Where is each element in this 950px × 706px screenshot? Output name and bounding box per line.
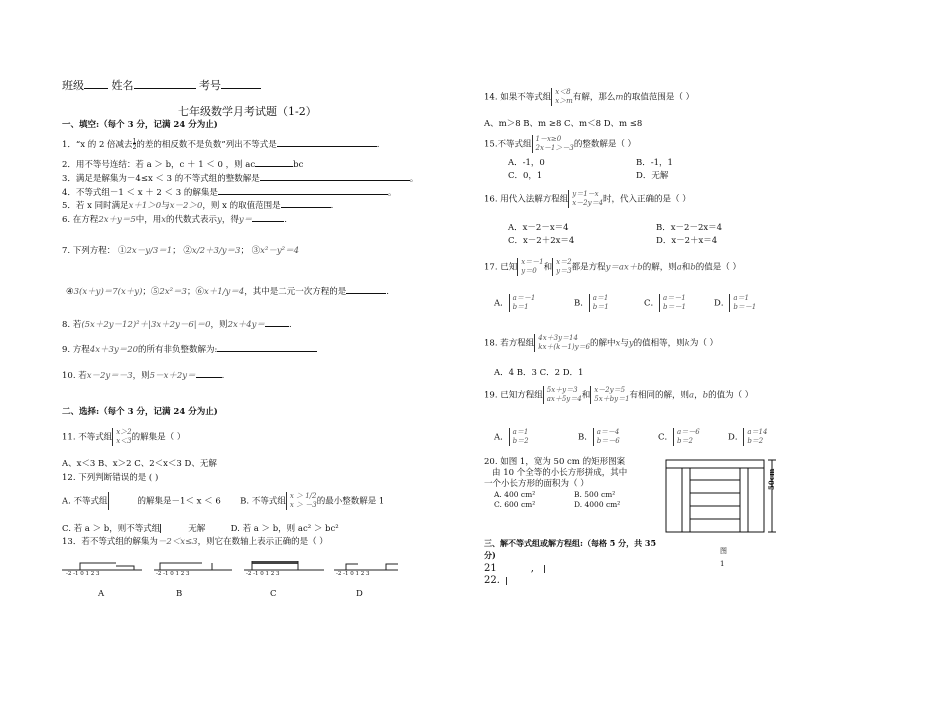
name-label: 姓名	[111, 79, 134, 92]
question-14: 14. 如果不等式组 x＜8 x＞m 有解，那么m的取值范围是（ ）	[484, 88, 695, 105]
question-22: 22.	[484, 576, 580, 586]
q16-option-b: B．x－2－2x＝4	[656, 223, 723, 233]
q17-option-c: C． a＝－1 b＝－1	[644, 294, 686, 311]
answer-blank-8[interactable]	[265, 318, 289, 327]
question-7: 7. 下列方程： ①2x－y/3＝1； ②x/2＋3/y＝3； ③x²－y²＝4	[62, 246, 299, 256]
q15-option-d: D．无解	[636, 171, 669, 181]
question-4: 4．不等式组－1 ＜ x ＋ 2 ＜ 3 的解集是 。	[62, 188, 397, 198]
question-17: 17. 已知 x＝－1 y＝0 和 x＝2 y＝3 都是方程y＝ax＋b的解，则a和b的值是（ ）	[484, 258, 741, 275]
answer-blank-6[interactable]	[252, 213, 284, 222]
section2-heading: 二、选择:（每个 3 分，记满 24 分为止)	[62, 407, 218, 417]
answer-blank-5[interactable]	[281, 199, 331, 208]
figure-1-caption-a: 图	[720, 547, 727, 555]
q16-option-d: D．x－2＋x＝4	[656, 236, 718, 246]
question-19: 19. 已知方程组 5x＋y＝3 ax＋5y＝4 和 x－2y＝5 5x＋by＝1 有相同的解，则a，b的值为（ ）	[484, 386, 754, 403]
header-fields	[62, 80, 261, 91]
q15-option-a: A．-1，0	[508, 158, 545, 168]
page-title: 七年级数学月考试题（1-2）	[178, 105, 317, 118]
answer-blank-4[interactable]	[218, 186, 388, 195]
option-label-b: B	[176, 589, 183, 599]
name-field[interactable]	[134, 80, 196, 89]
q19-option-a: A． a＝1 b＝2	[494, 428, 529, 445]
exam-no-label: 考号	[199, 79, 221, 92]
question-8: 8. 若(5x＋2y－12)²＋|3x＋2y－6|＝0，则2x＋4y＝ .	[62, 320, 292, 330]
answer-blank-2[interactable]	[255, 158, 293, 167]
question-1: 1．“x 的 2 倍减去1 2的差的相反数不是负数”列出不等式是 .	[62, 137, 380, 151]
question-20-line3: 一个小长方形的面积为（ ）	[484, 479, 589, 489]
answer-blank-10[interactable]	[196, 369, 222, 378]
question-5: 5．若 x 同时满足x＋1＞0与x－2＞0，则 x 的取值范围是 .	[62, 201, 334, 211]
question-12-ab: A. 不等式组 的解集是－1＜ x ＜ 6 B. 不等式组 x ＞ 1/2 x ＞ －3 的最小整数解是 1	[62, 492, 385, 509]
answer-blank-9[interactable]	[217, 343, 317, 352]
question-12: 12. 下列判断错误的是 ( )	[62, 473, 159, 483]
question-2: 2．用不等号连结：若 a ＞ b，c ＋ 1 ＜ 0 ，则 ac bc	[62, 160, 304, 170]
axis-ticks-d: -2 -1 0 1 2 3	[336, 571, 370, 577]
question-13: 13．若不等式组的解集为－2＜x≤3，则它在数轴上表示正确的是（ ）	[62, 537, 328, 547]
q16-option-c: C．x－2＋2x＝4	[508, 236, 575, 246]
number-line-b[interactable]	[154, 563, 232, 570]
question-3: 3．满足是解集为－4≤x ＜ 3 的不等式组的整数解是 。	[62, 174, 419, 184]
question-7-cont: ④3(x＋y)＝7(x＋y)；⑤2x²＝3；⑥x＋1/y＝4，其中是二元一次方程的是 .	[66, 287, 389, 297]
q19-option-d: D． a＝14 b＝2	[728, 428, 768, 445]
question-15: 15.不等式组 1－x≥0 2x－1＞－3 的整数解是（ ）	[484, 135, 637, 152]
question-9: 9. 方程4x＋3y＝20的所有非负整数解为:	[62, 343, 317, 355]
question-11-options: A、x＜3 B、x＞2 C、2＜x＜3 D、无解	[62, 459, 217, 469]
question-20-line1: 20. 如图 1，宽为 50 cm 的矩形图案	[484, 457, 626, 467]
figure-1-caption-b: 1	[720, 560, 725, 568]
option-label-c: C	[270, 589, 277, 599]
question-11: 11. 不等式组 x＞2 x＜3 的解集是（ ）	[62, 428, 186, 445]
question-10: 10. 若x－2y＝－3，则5－x＋2y＝ .	[62, 371, 225, 381]
q19-option-b: B． a＝－4 b＝－6	[578, 428, 620, 445]
section3-heading: 三、解不等式组或解方程组:（每格 5 分，共 35	[484, 538, 657, 548]
q15-option-c: C．0，1	[508, 171, 543, 181]
answer-blank-1[interactable]	[277, 138, 377, 147]
axis-ticks-c: -2 -1 0 1 2 3	[246, 571, 280, 577]
question-20-line2: 由 10 个全等的小长方形拼成，其中	[492, 468, 628, 478]
section1-heading: 一、填空:（每个 3 分，记满 24 分为止)	[62, 120, 218, 130]
option-label-a: A	[98, 589, 105, 599]
question-18: 18. 若方程组 4x＋3y＝14 kx＋(k－1)y＝6 的解中x与y的值相等，则k为（ ）	[484, 334, 719, 351]
q20-option-c: C. 600 cm²	[494, 500, 536, 509]
q17-option-a: A． a＝－1 b＝1	[494, 294, 536, 311]
question-16: 16. 用代入法解方程组 y＝1－x x－2y＝4 时，代入正确的是（ ）	[484, 190, 691, 207]
question-12-cd: C. 若 a ＞ b，则不等式组 无解 D. 若 a ＞ b，则 ac² ＞ bc²	[62, 524, 339, 534]
answer-blank-3[interactable]	[260, 172, 410, 181]
answer-blank-7[interactable]	[346, 285, 386, 294]
q15-option-b: B．-1，1	[636, 158, 673, 168]
number-line-d[interactable]	[334, 564, 398, 570]
class-label: 班级	[62, 79, 84, 92]
question-14-options: A、m＞8 B、m ≥8 C、m＜8 D、m ≤8	[484, 119, 643, 129]
question-21: 21 ,	[484, 564, 596, 574]
number-line-c[interactable]	[244, 561, 324, 570]
axis-ticks-a: -2 -1 0 1 2 3	[66, 571, 100, 577]
class-field[interactable]	[84, 80, 108, 89]
exam-no-field[interactable]	[221, 80, 261, 89]
section3-heading-cont: 分)	[484, 550, 496, 560]
question-18-options: A．4 B．3 C．2 D．1	[494, 368, 584, 378]
q17-option-d: D． a＝1 b＝－1	[714, 294, 757, 311]
q20-option-b: B. 500 cm²	[574, 490, 616, 499]
q19-option-c: C． a＝－6 b＝2	[658, 428, 700, 445]
q16-option-a: A．x－2－x＝4	[508, 223, 569, 233]
question-6: 6. 在方程2x＋y＝5中，用x的代数式表示y，得y＝ .	[62, 215, 287, 225]
option-label-d: D	[356, 589, 363, 599]
axis-ticks-b: -2 -1 0 1 2 3	[156, 571, 190, 577]
q20-option-a: A. 400 cm²	[494, 490, 536, 499]
figure-1-dimension: 50cm	[767, 468, 776, 490]
number-line-a[interactable]	[62, 563, 142, 570]
q17-option-b: B． a＝1 b＝1	[574, 294, 609, 311]
q20-option-d: D. 4000 cm²	[574, 500, 621, 509]
